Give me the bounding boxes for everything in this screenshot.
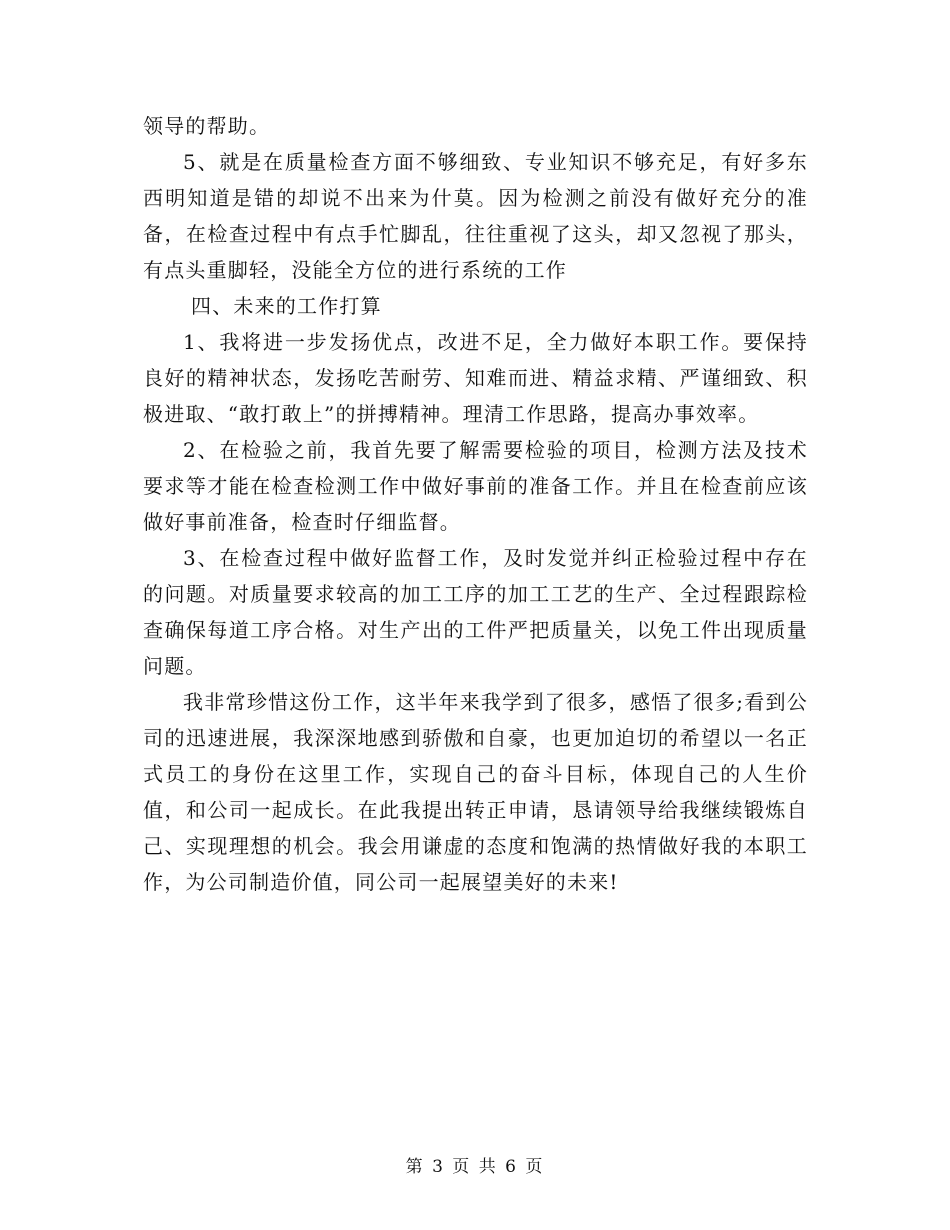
- paragraph-plan-2: 2、在检验之前，我首先要了解需要检验的项目，检测方法及技术要求等才能在检查检测工作中做好事前的准备工作。并且在检查前应该做好事前准备，检查时仔细监督。: [143, 438, 808, 534]
- paragraph-plan-3: 3、在检查过程中做好监督工作，及时发觉并纠正检验过程中存在的问题。对质量要求较高的加工工序的加工工艺的生产、全过程跟踪检查确保每道工序合格。对生产出的工件严把质量关，以免工件出现质量问题。: [143, 546, 808, 678]
- paragraph-closing: 我非常珍惜这份工作，这半年来我学到了很多，感悟了很多;看到公司的迅速进展，我深深地感到骄傲和自豪，也更加迫切的希望以一名正式员工的身份在这里工作，实现自己的奋斗目标，体现自己的人生价值，和公司一起成长。在此我提出转正申请，恳请领导给我继续锻炼自己、实现理想的机会。我会用谦虚的态度和饱满的热情做好我的本职工作，为公司制造价值，同公司一起展望美好的未来!: [143, 690, 808, 894]
- document-body: [143, 108, 808, 900]
- paragraph-plan-1: 1、我将进一步发扬优点，改进不足，全力做好本职工作。要保持良好的精神状态，发扬吃苦耐劳、知难而进、精益求精、严谨细致、积极进取、“敢打敢上”的拼搏精神。理清工作思路，提高办事效率。: [143, 330, 808, 426]
- paragraph-continuation: 领导的帮助。: [143, 114, 271, 138]
- page-number-footer: 第 3 页 共 6 页: [405, 1157, 545, 1177]
- paragraph-item-5: 5、就是在质量检查方面不够细致、专业知识不够充足，有好多东西明知道是错的却说不出来为什莫。因为检测之前没有做好充分的准备，在检查过程中有点手忙脚乱，往往重视了这头，却又忽视了那头，有点头重脚轻，没能全方位的进行系统的工作: [143, 150, 808, 282]
- section-heading-future-plans: 四、未来的工作打算: [191, 294, 382, 318]
